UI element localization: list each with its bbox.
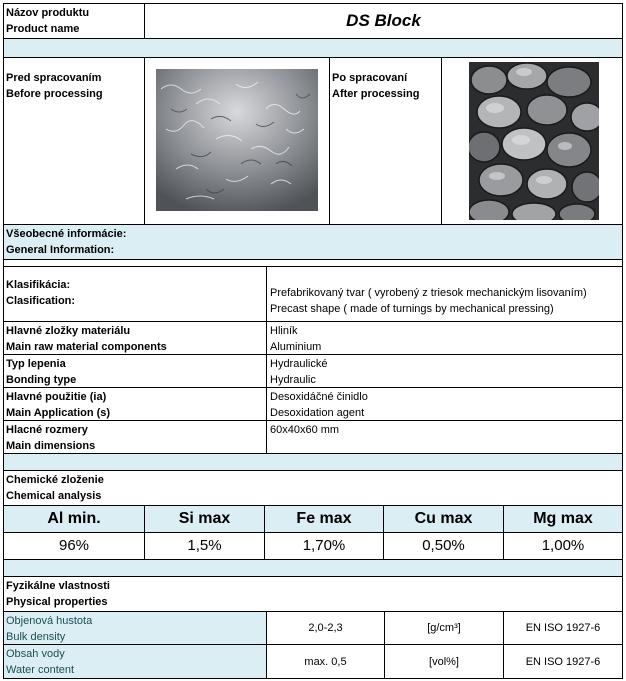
chemical-title-sk: Chemické zloženie <box>6 474 104 486</box>
bulk-density-standard: EN ISO 1927-6 <box>503 611 623 645</box>
water-content-unit: [vol%] <box>384 644 504 679</box>
application-value <box>266 387 623 421</box>
bulk-density-label-sk: Objenová hustota <box>6 615 93 627</box>
after-processing-label-en: After processing <box>332 88 420 100</box>
water-content-standard: EN ISO 1927-6 <box>503 644 623 679</box>
material-label <box>3 321 267 355</box>
chem-header-mg: Mg max <box>503 505 623 533</box>
bulk-density-unit: [g/cm³] <box>384 611 504 645</box>
dimensions-value-en: 60x40x60 mm <box>270 424 340 436</box>
classification-label <box>3 266 267 322</box>
dimensions-label <box>3 420 267 454</box>
product-name-label <box>3 3 145 39</box>
application-value-en: Desoxidation agent <box>270 407 365 419</box>
general-info-header <box>3 224 623 260</box>
bulk-density-label-en: Bulk density <box>6 631 66 643</box>
pressed-blocks-photo <box>469 62 599 220</box>
water-content-value: max. 0,5 <box>266 644 385 679</box>
product-name-value: DS Block <box>144 3 623 39</box>
product-name-label-sk: Názov produktu <box>6 7 90 19</box>
chem-value-si: 1,5% <box>144 532 265 560</box>
chem-value-al: 96% <box>3 532 145 560</box>
material-value-sk: Hliník <box>270 325 298 337</box>
material-label-en: Main raw material components <box>6 341 167 353</box>
general-info-title-sk: Všeobecné informácie: <box>6 228 127 240</box>
before-processing-photo-cell <box>144 57 330 225</box>
classification-label-sk: Klasifikácia: <box>6 279 71 291</box>
before-processing-label <box>3 57 145 225</box>
physical-header <box>3 576 623 612</box>
spacer-band-3 <box>3 559 623 577</box>
bonding-value-sk: Hydraulické <box>270 358 328 370</box>
dimensions-value <box>266 420 623 454</box>
chem-header-si: Si max <box>144 505 265 533</box>
physical-title-sk: Fyzikálne vlastnosti <box>6 580 110 592</box>
chemical-title-en: Chemical analysis <box>6 490 102 502</box>
bonding-label-sk: Typ lepenia <box>6 358 66 370</box>
product-name-label-en: Product name <box>6 23 80 35</box>
bonding-label <box>3 354 267 388</box>
bonding-value-en: Hydraulic <box>270 374 316 386</box>
bulk-density-value: 2,0-2,3 <box>266 611 385 645</box>
application-label <box>3 387 267 421</box>
bonding-value <box>266 354 623 388</box>
material-label-sk: Hlavné zložky materiálu <box>6 325 131 337</box>
dimensions-label-en: Main dimensions <box>6 440 96 452</box>
material-value-en: Aluminium <box>270 341 322 353</box>
material-value <box>266 321 623 355</box>
water-content-label-sk: Obsah vody <box>6 648 65 660</box>
after-processing-label-sk: Po spracovaní <box>332 72 408 84</box>
chem-value-fe: 1,70% <box>264 532 384 560</box>
general-info-title-en: General Information: <box>6 244 115 256</box>
spacer-band <box>3 38 623 58</box>
classification-value <box>266 266 623 322</box>
bulk-density-label <box>3 611 267 645</box>
before-processing-label-sk: Pred spracovaním <box>6 72 102 84</box>
physical-title-en: Physical properties <box>6 596 108 608</box>
before-processing-label-en: Before processing <box>6 88 103 100</box>
classification-label-en: Clasification: <box>6 295 76 307</box>
product-datasheet <box>3 3 623 679</box>
chem-header-fe: Fe max <box>264 505 384 533</box>
spacer-band-2 <box>3 453 623 471</box>
dimensions-label-sk: Hlacné rozmery <box>6 424 88 436</box>
water-content-label <box>3 644 267 679</box>
chem-header-cu: Cu max <box>383 505 504 533</box>
application-label-en: Main Application (s) <box>6 407 111 419</box>
application-value-sk: Desoxidáčné činidlo <box>270 391 368 403</box>
chemical-header <box>3 470 623 506</box>
after-processing-label <box>329 57 442 225</box>
classification-value-en: Precast shape ( made of turnings by mechanical pressing) <box>270 303 554 315</box>
aluminium-turnings-photo <box>156 69 318 211</box>
after-processing-photo-cell <box>441 57 623 225</box>
chem-value-mg: 1,00% <box>503 532 623 560</box>
chem-value-cu: 0,50% <box>383 532 504 560</box>
water-content-label-en: Water content <box>6 664 75 676</box>
bonding-label-en: Bonding type <box>6 374 77 386</box>
chem-header-al: Al min. <box>3 505 145 533</box>
classification-value-sk: Prefabrikovaný tvar ( vyrobený z triesok mechanickým lisovaním) <box>270 287 587 299</box>
application-label-sk: Hlavné použitie (ia) <box>6 391 107 403</box>
